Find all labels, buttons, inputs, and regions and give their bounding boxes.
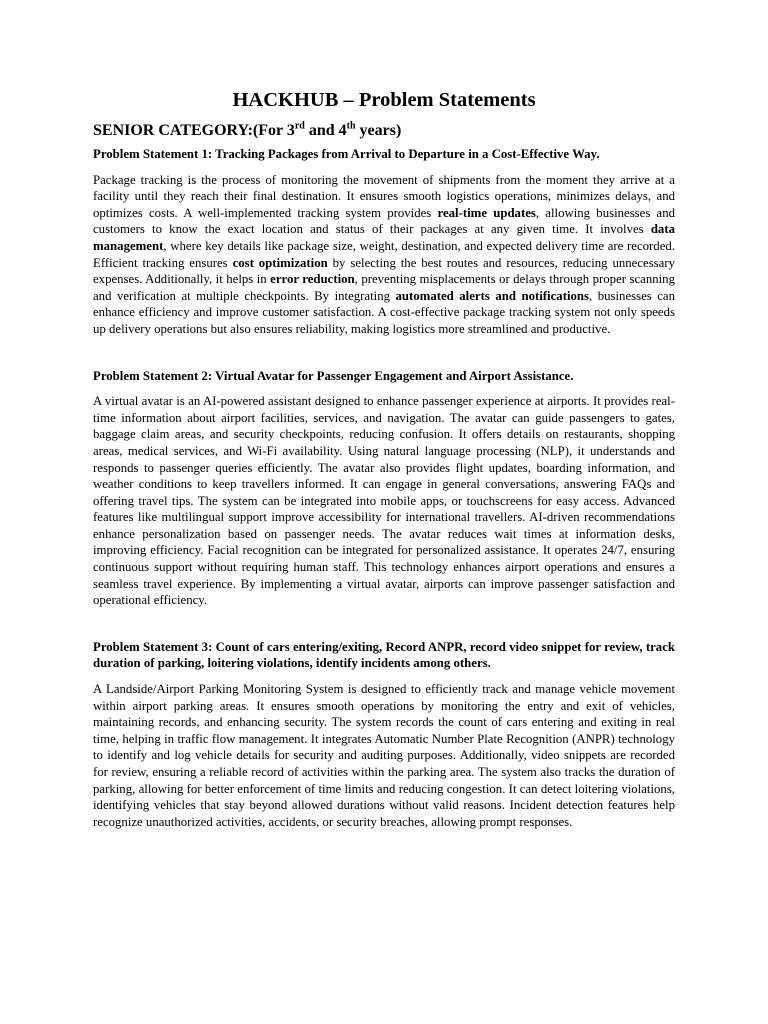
category-heading xyxy=(93,120,675,142)
problem-statement-2-body: A virtual avatar is an AI-powered assistant designed to enhance passenger experience at airports. It provides real-time information about airport facilities, services, and navigation. The avatar can guide passengers to gates, baggage claim areas, and security checkpoints, reducing confusion. It offers details on restaurants, shopping areas, medical services, and Wi-Fi availability. Using natural language processing (NLP), it understands and responds to passenger queries efficiently. The avatar also provides flight updates, boarding information, and weather conditions to keep travellers informed. It can engage in general conversations, answering FAQs and offering travel tips. The system can be integrated into mobile apps, or touchscreens for easy access. Advanced features like multilingual support improve accessibility for international travellers. AI-driven recommendations enhance personalization based on passenger needs. The avatar reduces wait times at information desks, improving efficiency. Facial recognition can be integrated for personalized assistance. It operates 24/7, ensuring continuous support without requiring human staff. This technology enhances airport operations and ensures a seamless travel experience. By implementing a virtual avatar, airports can improve passenger satisfaction and operational efficiency. xyxy=(93,394,675,608)
problem-statement-2-title: Problem Statement 2: Virtual Avatar for Passenger Engagement and Airport Assistance. xyxy=(93,368,574,383)
ps1-text-3: , where key details like package size, weight, destination, and expected delivery time are recorded. Efficient tracking ensures xyxy=(93,238,675,270)
category-prefix: SENIOR CATEGORY:(For 3 xyxy=(93,122,295,139)
category-sup-th: th xyxy=(346,120,356,132)
ps1-text-2: , allowing businesses and customers to know the exact location and status of their packages at any given time. It involves xyxy=(93,205,676,237)
category-sup-rd: rd xyxy=(294,120,305,132)
ps1-text-4: by selecting the best routes and resources, reducing unnecessary expenses. Additionally, it helps in xyxy=(93,255,675,287)
ps1-bold-error-reduction: error reduction xyxy=(270,272,355,287)
ps1-bold-data-management: data management xyxy=(93,222,675,253)
problem-statement-3-title: Problem Statement 3: Count of cars entering/exiting, Record ANPR, record video snippet for review, track duration of parking, loitering violations, identify incidents among others. xyxy=(93,639,675,671)
ps1-text-6: , businesses can enhance efficiency and improve customer satisfaction. A cost-effective package tracking system not only speeds up delivery operations but also ensures reliability, making logistics more streamlined and productive. xyxy=(93,288,675,336)
ps1-bold-automated-alerts: automated alerts and notifications xyxy=(395,288,590,303)
category-suffix: years) xyxy=(355,122,402,139)
document-title: HACKHUB – Problem Statements xyxy=(232,89,536,111)
ps1-bold-real-time-updates: real-time updates xyxy=(437,205,536,220)
problem-statement-1-body xyxy=(93,172,675,338)
problem-statement-1-title: Problem Statement 1: Tracking Packages from Arrival to Departure in a Cost-Effective Way. xyxy=(93,147,600,161)
ps1-text-5: , preventing misplacements or delays through proper scanning and verification at multiple checkpoints. By integrating xyxy=(93,272,675,303)
section-spacer xyxy=(93,338,675,368)
ps1-bold-cost-optimization: cost optimization xyxy=(232,255,328,270)
section-spacer xyxy=(93,609,675,639)
ps1-text-1: Package tracking is the process of monitoring the movement of shipments from the moment they arrive at a facility until they reach their final destination. It ensures smooth logistics operations, minimizes delays, and optimizes costs. A well-implemented tracking system provides xyxy=(93,172,675,220)
document-page xyxy=(93,86,675,830)
problem-statement-3-body: A Landside/Airport Parking Monitoring System is designed to efficiently track and manage vehicle movement within airport parking areas. It ensures smooth operations by monitoring the entry and exit of vehicles, maintaining records, and enhancing security. The system records the count of cars entering and exiting in real time, helping in traffic flow management. It integrates Automatic Number Plate Recognition (ANPR) technology to identify and log vehicle details for security and auditing purposes. Additionally, video snippets are recorded for review, ensuring a reliable record of activities within the parking area. The system also tracks the duration of parking, allowing for better enforcement of time limits and reducing congestion. It can detect loitering violations, identifying vehicles that stay beyond allowed durations without valid reasons. Incident detection features help recognize unauthorized activities, accidents, or security breaches, allowing prompt responses. xyxy=(93,682,675,829)
category-middle: and 4 xyxy=(304,122,347,139)
